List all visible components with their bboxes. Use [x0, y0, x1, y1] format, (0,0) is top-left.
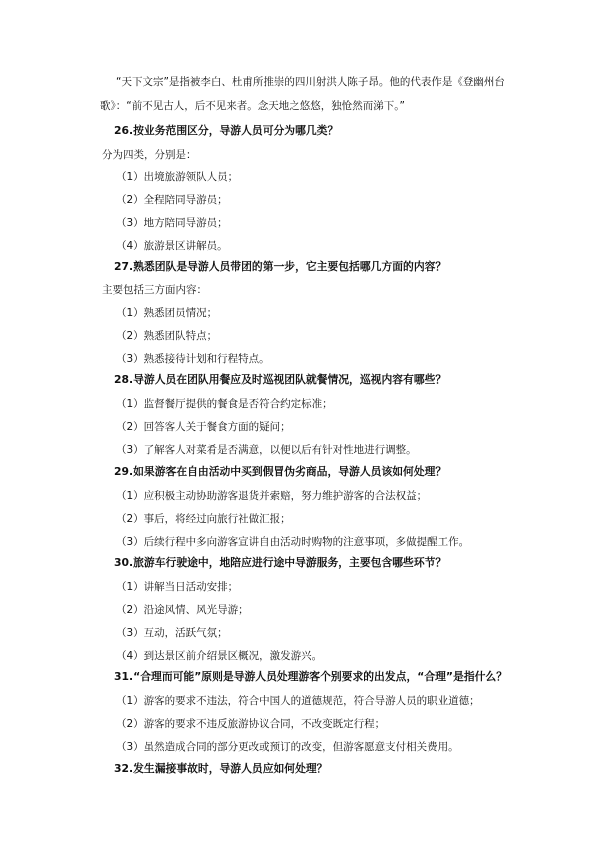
answer-item: （2）游客的要求不违反旅游协议合同，不改变既定行程；: [116, 718, 386, 730]
answer-item: （1）游客的要求不违法，符合中国人的道德规范，符合导游人员的职业道德；: [116, 695, 480, 707]
answer-item: （3）后续行程中多向游客宣讲自由活动时购物的注意事项，多做提醒工作。: [116, 536, 470, 548]
question-26: 26.按业务范围区分，导游人员可分为哪几类？: [114, 124, 339, 137]
answer-item: （3）虽然造成合同的部分更改或预订的改变，但游客愿意支付相关费用。: [116, 741, 459, 753]
intro-line-2: 歌》：“前不见古人，后不见来者。念天地之悠悠，独怆然而涕下。”: [100, 100, 405, 112]
question-29: 29.如果游客在自由活动中买到假冒伪劣商品，导游人员该如何处理？: [114, 465, 447, 478]
answer-item: （3）互动，活跃气氛；: [116, 627, 228, 639]
answer-item: （4）旅游景区讲解员。: [116, 240, 228, 252]
answer-item: （3）地方陪同导游员；: [116, 217, 228, 229]
answer-lead-27: 主要包括三方面内容：: [102, 284, 207, 296]
question-28: 28.导游人员在团队用餐应及时巡视团队就餐情况，巡视内容有哪些？: [114, 373, 447, 386]
answer-item: （3）熟悉接待计划和行程特点。: [116, 353, 270, 365]
intro-line-1: “天下文宗”是指被李白、杜甫所推崇的四川射洪人陈子昂。他的代表作是《登幽州台: [116, 76, 505, 88]
question-31: 31.“合理而可能”原则是导游人员处理游客个别要求的出发点，“合理”是指什么？: [114, 670, 508, 683]
question-30: 30.旅游车行驶途中，地陪应进行途中导游服务，主要包含哪些环节？: [114, 556, 447, 569]
answer-item: （1）出境旅游领队人员；: [116, 171, 239, 183]
answer-item: （1）熟悉团员情况；: [116, 307, 218, 319]
answer-item: （4）到达景区前介绍景区概况，激发游兴。: [116, 650, 323, 662]
answer-item: （1）监督餐厅提供的餐食是否符合约定标准；: [116, 398, 333, 410]
answer-item: （2）回答客人关于餐食方面的疑问；: [116, 421, 291, 433]
answer-item: （2）事后，将经过向旅行社做汇报；: [116, 513, 291, 525]
answer-item: （1）讲解当日活动安排；: [116, 581, 239, 593]
question-32: 32.发生漏接事故时，导游人员应如何处理？: [114, 762, 328, 775]
question-27: 27.熟悉团队是导游人员带团的第一步，它主要包括哪几方面的内容？: [114, 260, 447, 273]
answer-item: （3）了解客人对菜肴是否满意，以便以后有针对性地进行调整。: [116, 444, 417, 456]
answer-item: （2）沿途风情、风光导游；: [116, 604, 249, 616]
answer-item: （2）熟悉团队特点；: [116, 330, 218, 342]
answer-item: （1）应积极主动协助游客退货并索赔，努力维护游客的合法权益；: [116, 490, 428, 502]
answer-item: （2）全程陪同导游员；: [116, 194, 228, 206]
answer-lead-26: 分为四类，分别是：: [102, 149, 197, 161]
